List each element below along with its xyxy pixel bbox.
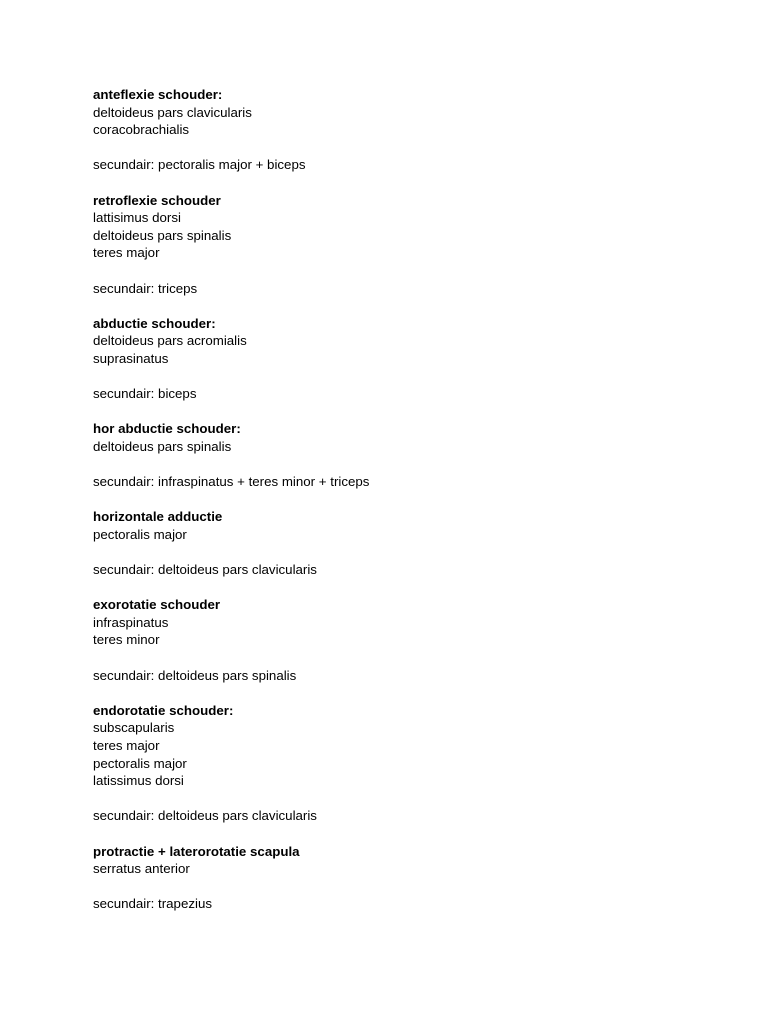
muscle-item: deltoideus pars spinalis [93,227,232,243]
document-page [93,86,713,913]
muscle-item: subscapularis [93,720,175,736]
spacer [93,684,713,702]
section-hor-abductie [93,420,713,508]
spacer [93,455,713,473]
spacer [93,825,713,843]
section-heading: protractie + laterorotatie scapula [93,843,300,859]
muscle-item: lattisimus dorsi [93,210,181,226]
muscle-item: pectoralis major [93,755,187,771]
spacer [93,491,713,509]
muscle-item: suprasinatus [93,350,169,366]
muscle-item: latissimus dorsi [93,773,184,789]
section-exorotatie [93,596,713,702]
muscle-item: pectoralis major [93,526,187,542]
secondary-muscles: secundair: trapezius [93,896,212,912]
secondary-muscles: secundair: deltoideus pars clavicularis [93,808,317,824]
muscle-item: deltoideus pars acromialis [93,333,247,349]
section-heading: horizontale adductie [93,509,223,525]
spacer [93,368,713,386]
section-horizontale-adductie [93,508,713,596]
spacer [93,297,713,315]
section-heading: hor abductie schouder: [93,421,241,437]
muscle-item: infraspinatus [93,614,169,630]
section-heading: exorotatie schouder [93,597,221,613]
section-retroflexie [93,192,713,315]
spacer [93,579,713,597]
spacer [93,139,713,157]
section-heading: anteflexie schouder: [93,87,223,102]
section-anteflexie [93,86,713,192]
section-heading: endorotatie schouder: [93,702,234,718]
spacer [93,649,713,667]
spacer [93,262,713,280]
spacer [93,543,713,561]
muscle-item: teres major [93,737,160,753]
muscle-item: teres minor [93,632,160,648]
section-heading: retroflexie schouder [93,192,221,208]
muscle-item: coracobrachialis [93,122,190,138]
secondary-muscles: secundair: triceps [93,280,198,296]
section-heading: abductie schouder: [93,315,216,331]
secondary-muscles: secundair: pectoralis major + biceps [93,157,306,173]
muscle-item: deltoideus pars spinalis [93,438,232,454]
section-endorotatie [93,702,713,843]
secondary-muscles: secundair: deltoideus pars clavicularis [93,562,317,578]
spacer [93,174,713,192]
muscle-item: teres major [93,245,160,261]
spacer [93,878,713,896]
section-protractie-laterorotatie [93,843,713,913]
secondary-muscles: secundair: deltoideus pars spinalis [93,667,297,683]
section-abductie [93,315,713,421]
secondary-muscles: secundair: biceps [93,386,197,402]
spacer [93,403,713,421]
spacer [93,790,713,808]
secondary-muscles: secundair: infraspinatus + teres minor + triceps [93,474,370,490]
muscle-item: serratus anterior [93,861,190,877]
muscle-item: deltoideus pars clavicularis [93,104,252,120]
